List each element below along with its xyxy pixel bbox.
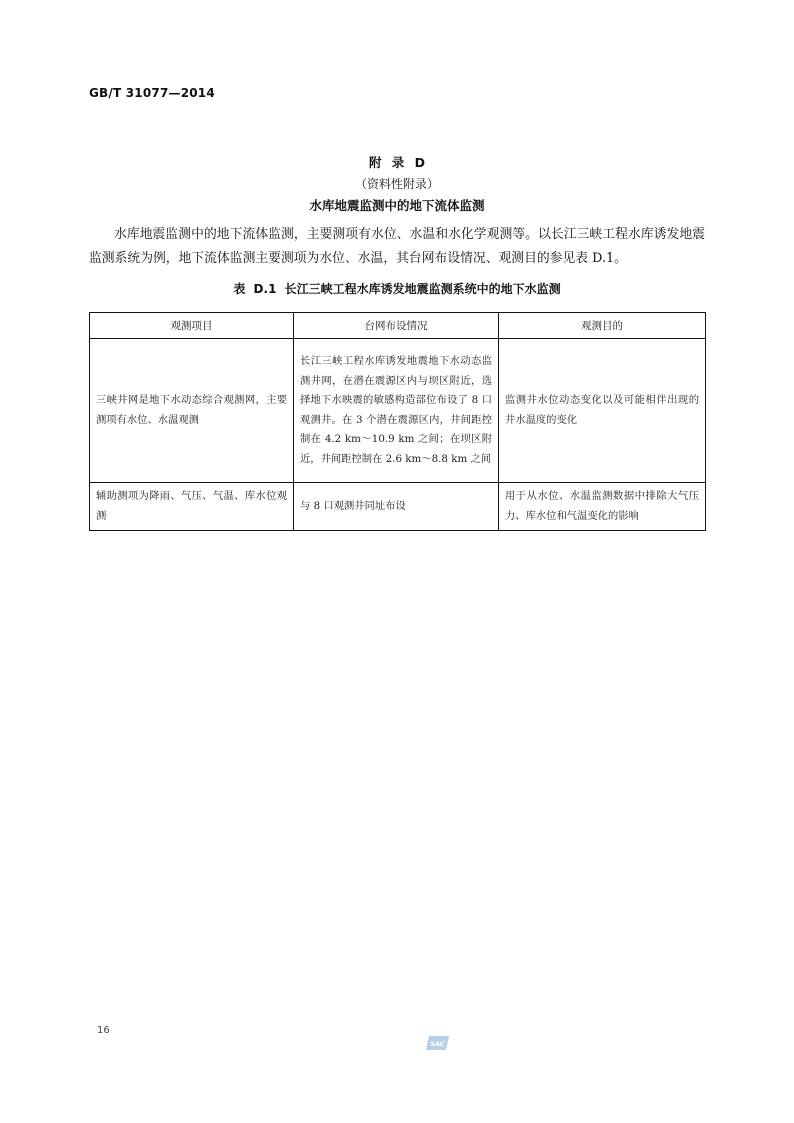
table-caption: 表 D.1 长江三峡工程水库诱发地震监测系统中的地下水监测	[233, 282, 561, 296]
page-number: 16	[97, 1025, 110, 1036]
header-network-layout: 台网布设情况	[294, 313, 499, 339]
sac-logo-text: SAC	[430, 1040, 445, 1048]
table-header-row	[90, 313, 706, 339]
appendix-title: 附 录 D	[368, 155, 426, 170]
standard-code: GB/T 31077—2014	[89, 86, 215, 100]
table-row	[90, 483, 706, 531]
cell-observation-item: 辅助测项为降雨、气压、气温、库水位观测	[90, 483, 294, 531]
cell-network-layout: 长江三峡工程水库诱发地震地下水动态监测井网，在潜在震源区内与坝区附近，选择地下水映震的敏感构造部位布设了 8 口观测井。在 3 个潜在震源区内，井间距控制在 4.2 km～10.9 km 之间；在坝区附近，井间距控制在 2.6 km～8.8 km 之间	[294, 339, 499, 483]
cell-observation-item: 三峡井网是地下水动态综合观测网，主要测项有水位、水温观测	[90, 339, 294, 483]
sac-logo	[426, 1035, 450, 1051]
appendix-subject: 水库地震监测中的地下流体监测	[309, 198, 485, 213]
appendix-nature: （资料性附录）	[354, 177, 439, 191]
cell-observation-purpose: 用于从水位、水温监测数据中排除大气压力、库水位和气温变化的影响	[499, 483, 706, 531]
header-observation-item: 观测项目	[90, 313, 294, 339]
groundwater-monitoring-table	[89, 312, 706, 531]
intro-paragraph: 水库地震监测中的地下流体监测，主要测项有水位、水温和水化学观测等。以长江三峡工程水库诱发地震监测系统为例，地下流体监测主要测项为水位、水温，其台网布设情况、观测目的参见表 D.1。	[89, 227, 705, 266]
cell-observation-purpose: 监测井水位动态变化以及可能相伴出现的井水温度的变化	[499, 339, 706, 483]
header-observation-purpose: 观测目的	[499, 313, 706, 339]
table-row	[90, 339, 706, 483]
cell-network-layout: 与 8 口观测井同址布设	[294, 483, 499, 531]
